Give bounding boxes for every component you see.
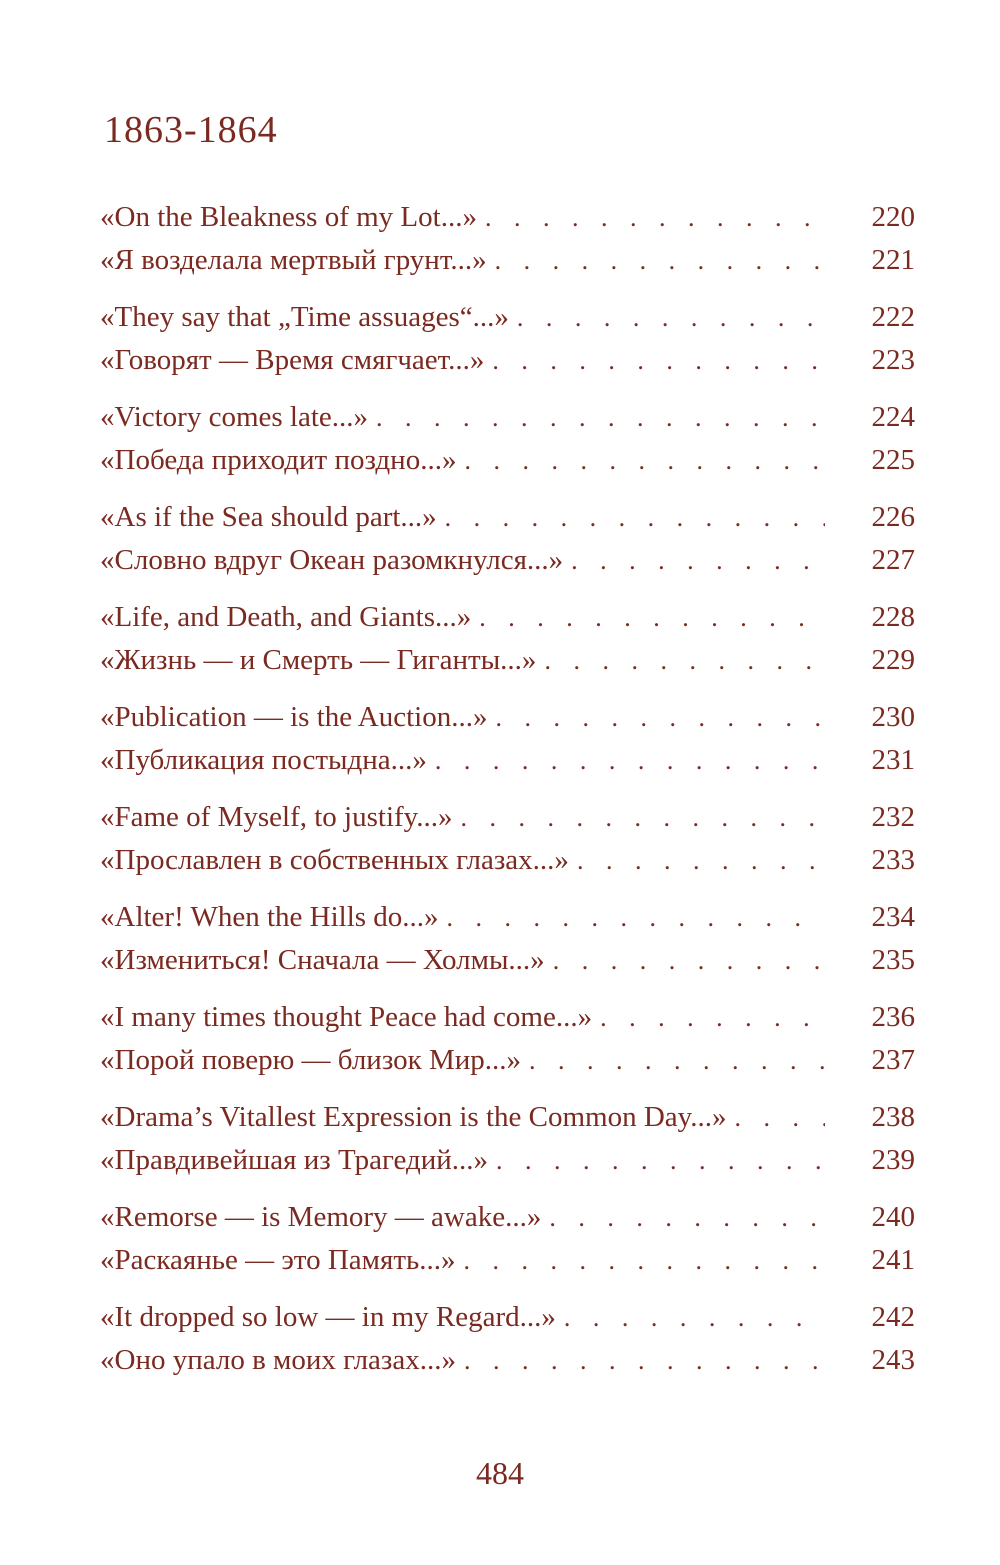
toc-group — [100, 796, 915, 882]
table-of-contents — [100, 196, 915, 1396]
toc-entry-title: «Прославлен в собственных глазах...» — [100, 844, 569, 876]
toc-entry-title: «It dropped so low — in my Regard...» — [100, 1301, 556, 1333]
toc-entry[interactable] — [100, 396, 915, 439]
toc-group — [100, 1096, 915, 1182]
toc-entry-title: «Словно вдруг Океан разомкнулся...» — [100, 544, 564, 576]
toc-group — [100, 296, 915, 382]
dot-leader — [368, 396, 825, 439]
toc-entry[interactable] — [100, 839, 915, 882]
toc-entry-page: 221 — [871, 244, 915, 276]
toc-entry-page: 225 — [871, 444, 915, 476]
toc-entry-page: 222 — [871, 301, 915, 333]
toc-entry-title: «Fame of Myself, to justify...» — [100, 801, 453, 833]
toc-entry[interactable] — [100, 1039, 915, 1082]
toc-entry-title: «Оно упало в моих глазах...» — [100, 1344, 456, 1376]
toc-entry-title: «Я возделала мертвый грунт...» — [100, 244, 487, 276]
toc-group — [100, 696, 915, 782]
dot-leader — [509, 296, 825, 339]
toc-entry-page: 226 — [871, 501, 915, 533]
dot-leader — [536, 639, 825, 682]
toc-entry-title: «Alter! When the Hills do...» — [100, 901, 439, 933]
toc-group — [100, 596, 915, 682]
toc-entry[interactable] — [100, 1296, 915, 1339]
toc-entry-title: «Remorse — is Memory — awake...» — [100, 1201, 542, 1233]
dot-leader — [453, 796, 825, 839]
dot-leader — [541, 1196, 825, 1239]
dot-leader — [569, 839, 825, 882]
toc-entry-title: «I many times thought Peace had come...» — [100, 1001, 593, 1033]
toc-entry[interactable] — [100, 1196, 915, 1239]
toc-entry[interactable] — [100, 696, 915, 739]
toc-entry[interactable] — [100, 1339, 915, 1382]
toc-entry[interactable] — [100, 296, 915, 339]
dot-leader — [556, 1296, 825, 1339]
toc-entry[interactable] — [100, 496, 915, 539]
toc-entry[interactable] — [100, 596, 915, 639]
toc-entry-page: 243 — [871, 1344, 915, 1376]
toc-entry-title: «Говорят — Время смягчает...» — [100, 344, 485, 376]
toc-entry[interactable] — [100, 539, 915, 582]
section-heading: 1863-1864 — [104, 109, 278, 151]
toc-group — [100, 896, 915, 982]
dot-leader — [456, 1239, 826, 1282]
toc-entry[interactable] — [100, 739, 915, 782]
toc-entry-page: 228 — [871, 601, 915, 633]
toc-entry-title: «Life, and Death, and Giants...» — [100, 601, 472, 633]
toc-entry-title: «Правдивейшая из Трагедий...» — [100, 1144, 489, 1176]
toc-entry[interactable] — [100, 996, 915, 1039]
toc-entry-page: 224 — [871, 401, 915, 433]
toc-entry-page: 227 — [871, 544, 915, 576]
toc-entry-title: «They say that „Time assuages“...» — [100, 301, 509, 333]
toc-entry-page: 240 — [871, 1201, 915, 1233]
toc-entry-page: 223 — [871, 344, 915, 376]
dot-leader — [437, 496, 825, 539]
toc-entry-page: 234 — [871, 901, 915, 933]
toc-entry-page: 220 — [871, 201, 915, 233]
dot-leader — [427, 739, 825, 782]
page-number: 484 — [476, 1455, 524, 1491]
toc-entry-title: «Victory comes late...» — [100, 401, 369, 433]
dot-leader — [456, 1339, 825, 1382]
toc-entry-page: 230 — [871, 701, 915, 733]
toc-entry[interactable] — [100, 339, 915, 382]
dot-leader — [456, 439, 825, 482]
toc-entry-title: «Жизнь — и Смерть — Гиганты...» — [100, 644, 537, 676]
toc-entry[interactable] — [100, 1139, 915, 1182]
dot-leader — [727, 1096, 825, 1139]
toc-entry[interactable] — [100, 439, 915, 482]
toc-group — [100, 396, 915, 482]
toc-entry-page: 236 — [871, 1001, 915, 1033]
toc-entry-title: «On the Bleakness of my Lot...» — [100, 201, 477, 233]
toc-entry-page: 238 — [871, 1101, 915, 1133]
toc-entry-title: «Раскаянье — это Память...» — [100, 1244, 456, 1276]
dot-leader — [439, 896, 825, 939]
toc-entry-title: «Publication — is the Auction...» — [100, 701, 488, 733]
toc-entry-title: «As if the Sea should part...» — [100, 501, 437, 533]
toc-entry-page: 232 — [871, 801, 915, 833]
toc-entry[interactable] — [100, 939, 915, 982]
dot-leader — [487, 696, 825, 739]
dot-leader — [487, 239, 825, 282]
dot-leader — [477, 196, 825, 239]
dot-leader — [484, 339, 825, 382]
dot-leader — [521, 1039, 825, 1082]
toc-group — [100, 1296, 915, 1382]
toc-entry[interactable] — [100, 796, 915, 839]
toc-entry[interactable] — [100, 639, 915, 682]
toc-entry[interactable] — [100, 1096, 915, 1139]
toc-entry-title: «Победа приходит поздно...» — [100, 444, 457, 476]
toc-group — [100, 496, 915, 582]
toc-entry-title: «Измениться! Сначала — Холмы...» — [100, 944, 545, 976]
toc-entry[interactable] — [100, 1239, 915, 1282]
toc-entry-page: 233 — [871, 844, 915, 876]
dot-leader — [563, 539, 825, 582]
toc-entry-page: 239 — [871, 1144, 915, 1176]
toc-entry-title: «Публикация постыдна...» — [100, 744, 427, 776]
toc-entry-page: 237 — [871, 1044, 915, 1076]
dot-leader — [545, 939, 825, 982]
dot-leader — [471, 596, 825, 639]
toc-group — [100, 196, 915, 282]
toc-entry[interactable] — [100, 196, 915, 239]
toc-entry-page: 242 — [871, 1301, 915, 1333]
toc-entry-title: «Порой поверю — близок Мир...» — [100, 1044, 521, 1076]
toc-entry[interactable] — [100, 239, 915, 282]
toc-entry-page: 241 — [871, 1244, 915, 1276]
dot-leader — [488, 1139, 825, 1182]
toc-group — [100, 1196, 915, 1282]
toc-entry-page: 229 — [871, 644, 915, 676]
toc-group — [100, 996, 915, 1082]
toc-entry[interactable] — [100, 896, 915, 939]
toc-entry-page: 235 — [871, 944, 915, 976]
dot-leader — [592, 996, 825, 1039]
toc-entry-title: «Drama’s Vitallest Expression is the Common Day...» — [100, 1101, 727, 1133]
toc-entry-page: 231 — [871, 744, 915, 776]
